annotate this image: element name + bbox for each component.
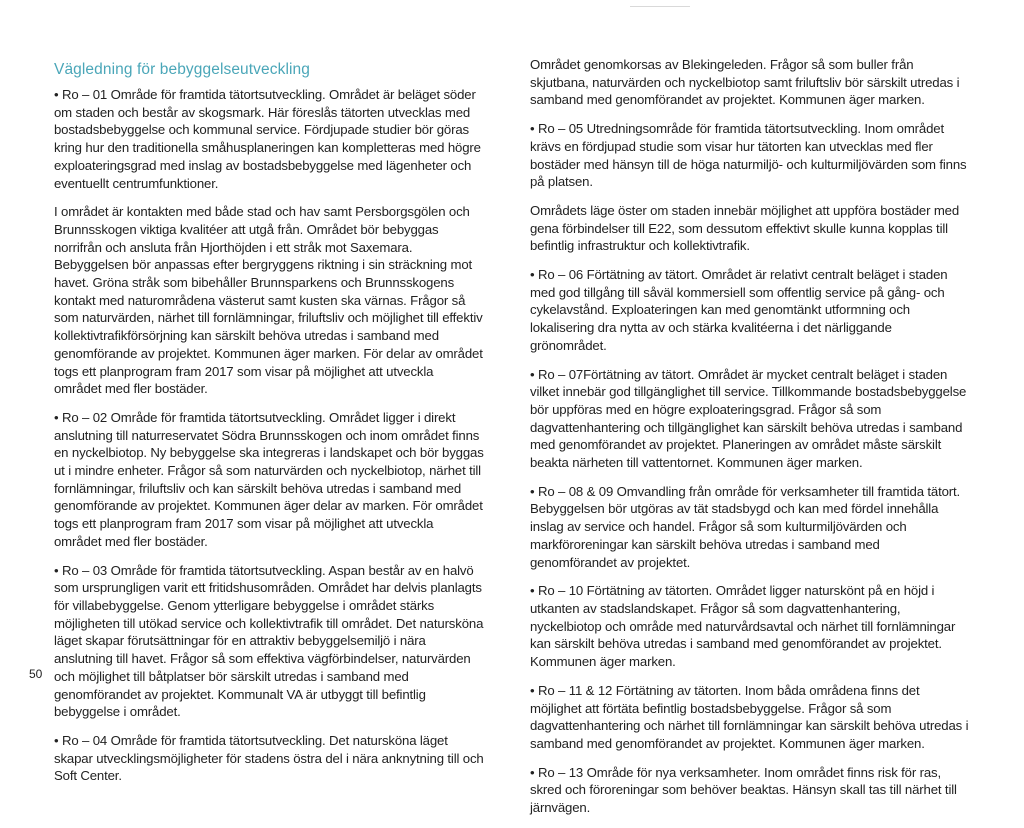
paragraph-ro-10: • Ro – 10 Förtätning av tätorten. Området ligger naturskönt på en höjd i utkanten av stadslandskapet. Frågor så som dagvattenhantering, nyckelbiotop och område med naturvårdsavtal och närhet till fornlämningar kan särskilt behöva utredas i samband med genomförandet av projektet. Kommunen äger marken. <box>530 583 956 670</box>
paragraph-ro-01-continued: I området är kontakten med både stad och hav samt Persborgsgölen och Brunnsskogen viktiga kvalitéer att utgå från. Området bör bebyggas norrifrån och ansluta från Hjorthöjden i ett stråk mot Saxemara. Bebyggelsen bör anpassas efter bergryggens riktning i sin sträckning mot havet. Gröna stråk som bibehåller Brunnsparkens och Brunnsskogens kontakt med naturområdena västerut samt kusten ska värnas. Frågor så som naturvärden, närhet till fornlämningar, friluftsliv och möjlighet till effektiv kollektivtrafikförsörjning kan särskilt behöva utredas i samband med genomförande av projektet. Kommunen äger marken. För delar av området togs ett planprogram fram 2017 som visar på möjlighet att utveckla området med fler bostäder. <box>54 204 483 397</box>
left-column <box>54 56 484 796</box>
paragraph-ro-03: • Ro – 03 Område för framtida tätortsutveckling. Aspan består av en halvö som ursprungligen varit ett fritidshusområden. Området har delvis planlagts för villabebyggelse. Genom ytterligare bebyggelse i området stärks möjligheten till utökad service och kollektivtrafik till området. Det natursköna läget skapar förutsättningar för en attraktiv bebyggelsemiljö i nära anslutning till havet. Frågor så som effektiva vägförbindelser, naturvärden och möjlighet till båtplatser bör särskilt utredas i samband med genomförandet av projektet. Kommunalt VA är utbyggt till befintlig bebyggelse i området. <box>54 562 484 720</box>
paragraph-ro-07: • Ro – 07Förtätning av tätort. Området är mycket centralt beläget i staden vilket innebär god tillgänglighet till service. Tillkommande bostadsbebyggelse bör uppföras med en högre exploateringsgrad. Frågor så som dagvattenhantering och tillgänglighet kan särskilt behöva utredas i samband med genomförandet av projektet. Planeringen av området måste särskilt beakta närheten till vattentornet. Kommunen äger marken. <box>530 366 967 471</box>
page-number: 50 <box>29 667 43 681</box>
paragraph-ro-05-continued: Områdets läge öster om staden innebär möjlighet att uppföra bostäder med gena förbindelser till E22, som dessutom effektivt skulle kunna kopplas till befintlig infrastruktur och kollektivtrafik. <box>530 202 960 254</box>
top-rule <box>630 6 690 7</box>
paragraph-ro-04-continued: Området genomkorsas av Blekingeleden. Frågor så som buller från skjutbana, naturvärden och nyckelbiotop samt friluftsliv bör särskilt utredas i samband med genomförandet av projektet. Kommunen äger marken. <box>530 57 960 108</box>
paragraph-ro-13: • Ro – 13 Område för nya verksamheter. Inom området finns risk för ras, skred och föroreningar som behöver beaktas. Hänsyn skall tas till närhet till järnvägen. <box>530 764 957 816</box>
paragraph-ro-04: • Ro – 04 Område för framtida tätortsutveckling. Det natursköna läget skapar utvecklingsmöjligheter för stadens östra del i nära anknytning till och Soft Center. <box>54 732 484 784</box>
paragraph-ro-01: • Ro – 01 Område för framtida tätortsutveckling. Området är beläget söder om staden och består av skogsmark. Här föreslås tätorten utvecklas med bostadsbebyggelse och kommunal service. Fördjupade studier bör göras kring hur den traditionella småhusplaneringen kan kompletteras med högre exploateringsgrad med inslag av bostadsbebyggelse med lägenheter och eventuellt centrumfunktioner. <box>54 87 481 191</box>
paragraph-ro-11-12: • Ro – 11 & 12 Förtätning av tätorten. Inom båda områdena finns det möjlighet att förtäta befintlig bostadsbebyggelse. Frågor så som dagvattenhantering och närhet till fornlämningar kan särskilt behöva utredas i samband med genomförandet av projektet. Kommunen äger marken. <box>530 682 969 751</box>
right-column <box>530 56 970 828</box>
paragraph-ro-06: • Ro – 06 Förtätning av tätort. Området är relativt centralt beläget i staden med god tillgång till såväl kommersiell som offentlig service på gång- och cykelavstånd. Exploateringen kan med genomtänkt utformning och lokalisering dra nytta av och stärka kvalitéerna i det närliggande grönområdet. <box>530 267 948 353</box>
paragraph-ro-08-09: • Ro – 08 & 09 Omvandling från område för verksamheter till framtida tätort. Bebyggelsen bör utgöras av tät stadsbygd och kan med fördel innehålla inslag av service och handel. Frågor så som kulturmiljövärden och markföroreningar kan särskilt behöva utredas i samband med genomförandet av projektet. <box>530 483 961 570</box>
section-heading: Vägledning för bebyggelseutveckling <box>54 61 310 78</box>
paragraph-ro-05: • Ro – 05 Utredningsområde för framtida tätortsutveckling. Inom området krävs en fördjupad studie som visar hur tätorten kan utvecklas med fler bostäder med hänsyn till de höga naturmiljö- och kulturmiljövärden som finns på platsen. <box>530 121 967 190</box>
paragraph-ro-02: • Ro – 02 Område för framtida tätortsutveckling. Området ligger i direkt anslutning till naturreservatet Södra Brunnsskogen och inom området finns en nyckelbiotop. Ny bebyggelse ska integreras i landskapet och bör byggas ut i mindre enheter. Frågor så som naturvärden och nyckelbiotop, närhet till fornlämningar, friluftsliv och kan särskilt behöva utredas i samband med genomförande av projektet. Kommunen äger delar av marken. För området togs ett planprogram fram 2017 som visar på möjlighet att utveckla området med fler bostäder. <box>54 409 484 549</box>
